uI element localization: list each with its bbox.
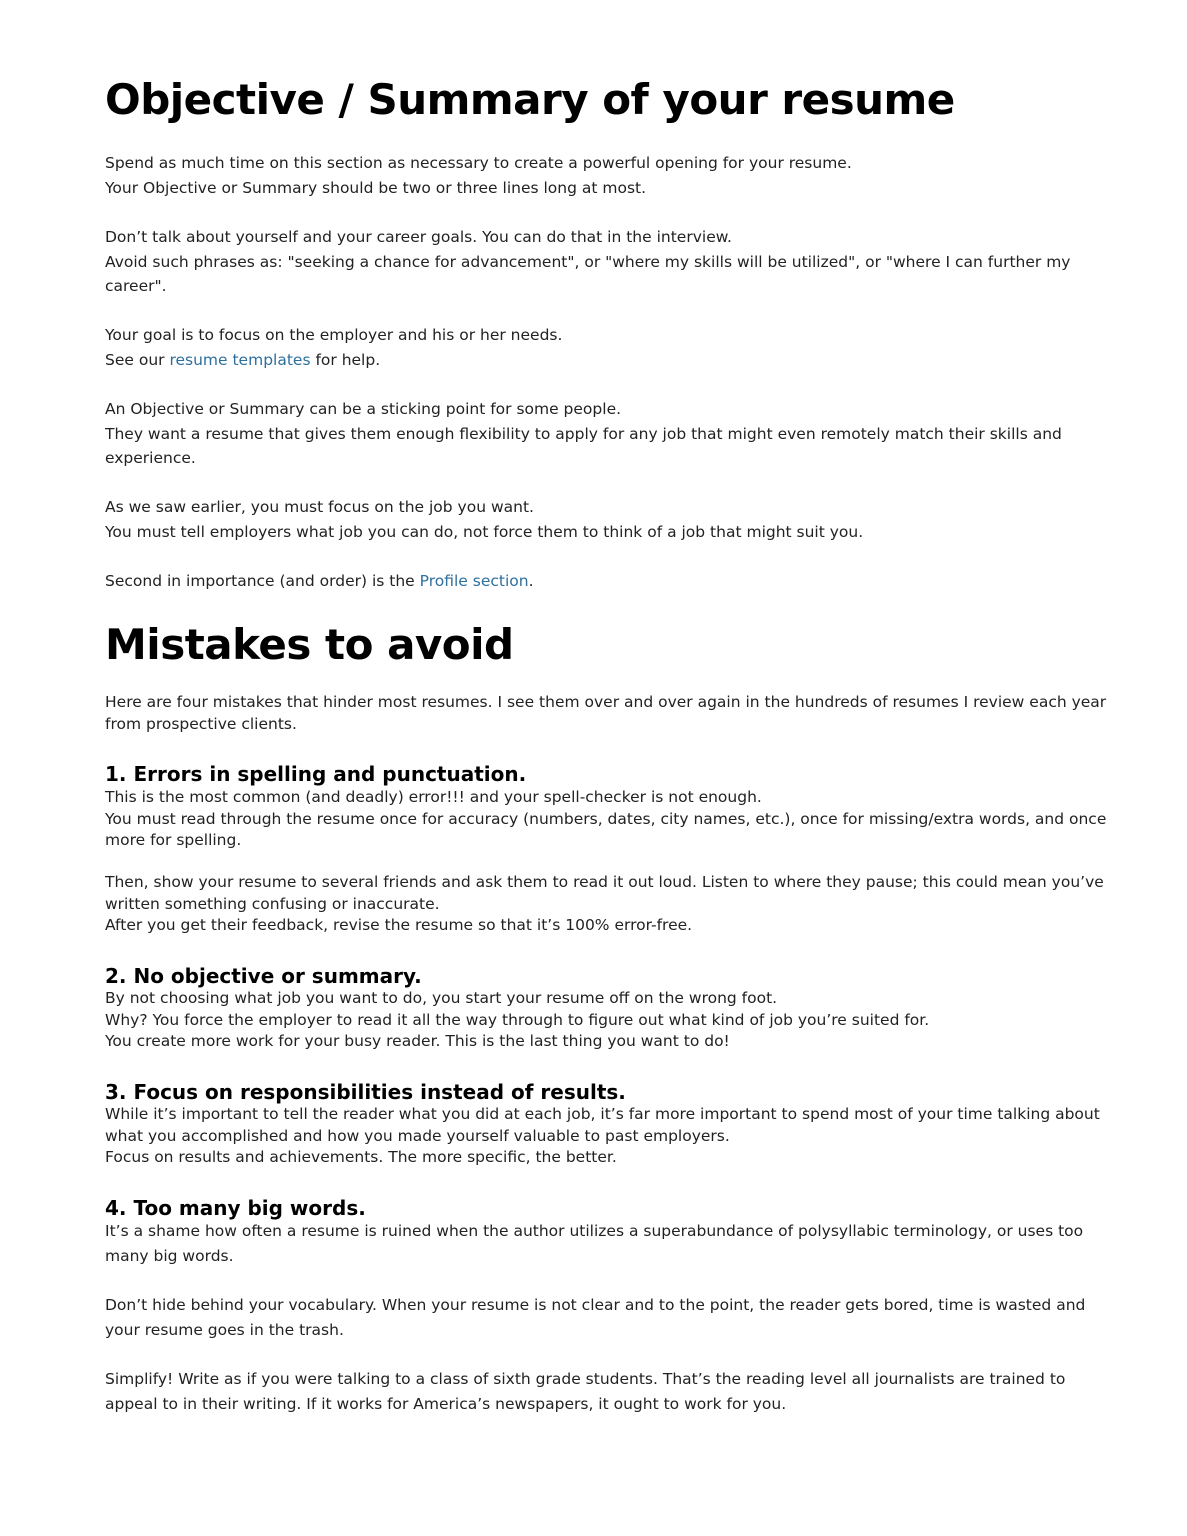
section-title-objective: Objective / Summary of your resume [105,75,955,124]
paragraph [105,397,1120,471]
text-line [105,569,1120,594]
paragraph [105,787,1120,852]
text-line: Your Objective or Summary should be two or three lines long at most. [105,178,647,197]
text-line [105,348,1120,373]
mistake-heading-3: 3. Focus on responsibilities instead of results. [105,1080,626,1104]
text-line: You create more work for your busy reader. This is the last thing you want to do! [105,1032,730,1050]
text: . [528,572,534,590]
paragraph: Don’t hide behind your vocabulary. When your resume is not clear and to the point, the reader gets bored, time is wasted and your resume goes in the trash. [105,1296,1086,1339]
paragraph [105,872,1120,937]
paragraph: Simplify! Write as if you were talking to a class of sixth grade students. That’s the reading level all journalists are trained to appeal to in their writing. If it works for America’s newspapers, it ought to work for you. [105,1370,1066,1413]
intro-paragraph: Here are four mistakes that hinder most resumes. I see them over and over again in the hundreds of resumes I review each year from prospective clients. [105,693,1107,733]
paragraph [105,323,1120,372]
text: See our [105,350,170,369]
text-line: Focus on results and achievements. The more specific, the better. [105,1148,617,1166]
text-line: While it’s important to tell the reader what you did at each job, it’s far more important to spend most of your time talking about what you accomplished and how you made yourself valuable to past employers. [105,1105,1100,1145]
paragraph [105,151,1120,200]
paragraph: It’s a shame how often a resume is ruined when the author utilizes a superabundance of polysyllabic terminology, or uses too many big words. [105,1222,1084,1265]
text-line: This is the most common (and deadly) error!!! and your spell-checker is not enough. [105,788,762,806]
text-line: You must read through the resume once for accuracy (numbers, dates, city names, etc.), once for missing/extra words, and once more for spelling. [105,809,1107,849]
text-line: You must tell employers what job you can do, not force them to think of a job that might suit you. [105,522,864,541]
paragraph [105,225,1120,299]
paragraph [105,988,1120,1053]
mistake-heading-4: 4. Too many big words. [105,1196,366,1220]
text-line: By not choosing what job you want to do, you start your resume off on the wrong foot. [105,989,778,1007]
resume-templates-link[interactable]: resume templates [169,350,311,369]
text-line: Spend as much time on this section as necessary to create a powerful opening for your resume. [105,154,852,172]
text-line: Why? You force the employer to read it all the way through to figure out what kind of job you’re suited for. [105,1010,930,1029]
text-line: Then, show your resume to several friends and ask them to read it out loud. Listen to where they pause; this could mean you’ve written something confusing or inaccurate. [105,873,1104,913]
paragraph [105,1104,1120,1169]
text-line: Your goal is to focus on the employer and his or her needs. [105,326,563,344]
text: Second in importance (and order) is the [105,572,420,590]
text-line: Don’t talk about yourself and your career goals. You can do that in the interview. [105,228,732,246]
text: for help. [310,350,381,369]
text-line: After you get their feedback, revise the resume so that it’s 100% error-free. [105,916,693,934]
text-line: An Objective or Summary can be a sticking point for some people. [105,400,622,418]
text-line: They want a resume that gives them enough flexibility to apply for any job that might even remotely match their skills and experience. [105,424,1062,467]
profile-section-link[interactable]: Profile section [419,572,529,590]
mistake-heading-1: 1. Errors in spelling and punctuation. [105,762,527,786]
text-line: As we saw earlier, you must focus on the job you want. [105,498,534,516]
section-title-mistakes: Mistakes to avoid [105,620,514,669]
mistake-heading-2: 2. No objective or summary. [105,964,422,988]
paragraph [105,569,1120,594]
text-line: Avoid such phrases as: "seeking a chance for advancement", or "where my skills will be utilized", or "where I can further my career". [105,252,1071,295]
paragraph [105,495,1120,544]
